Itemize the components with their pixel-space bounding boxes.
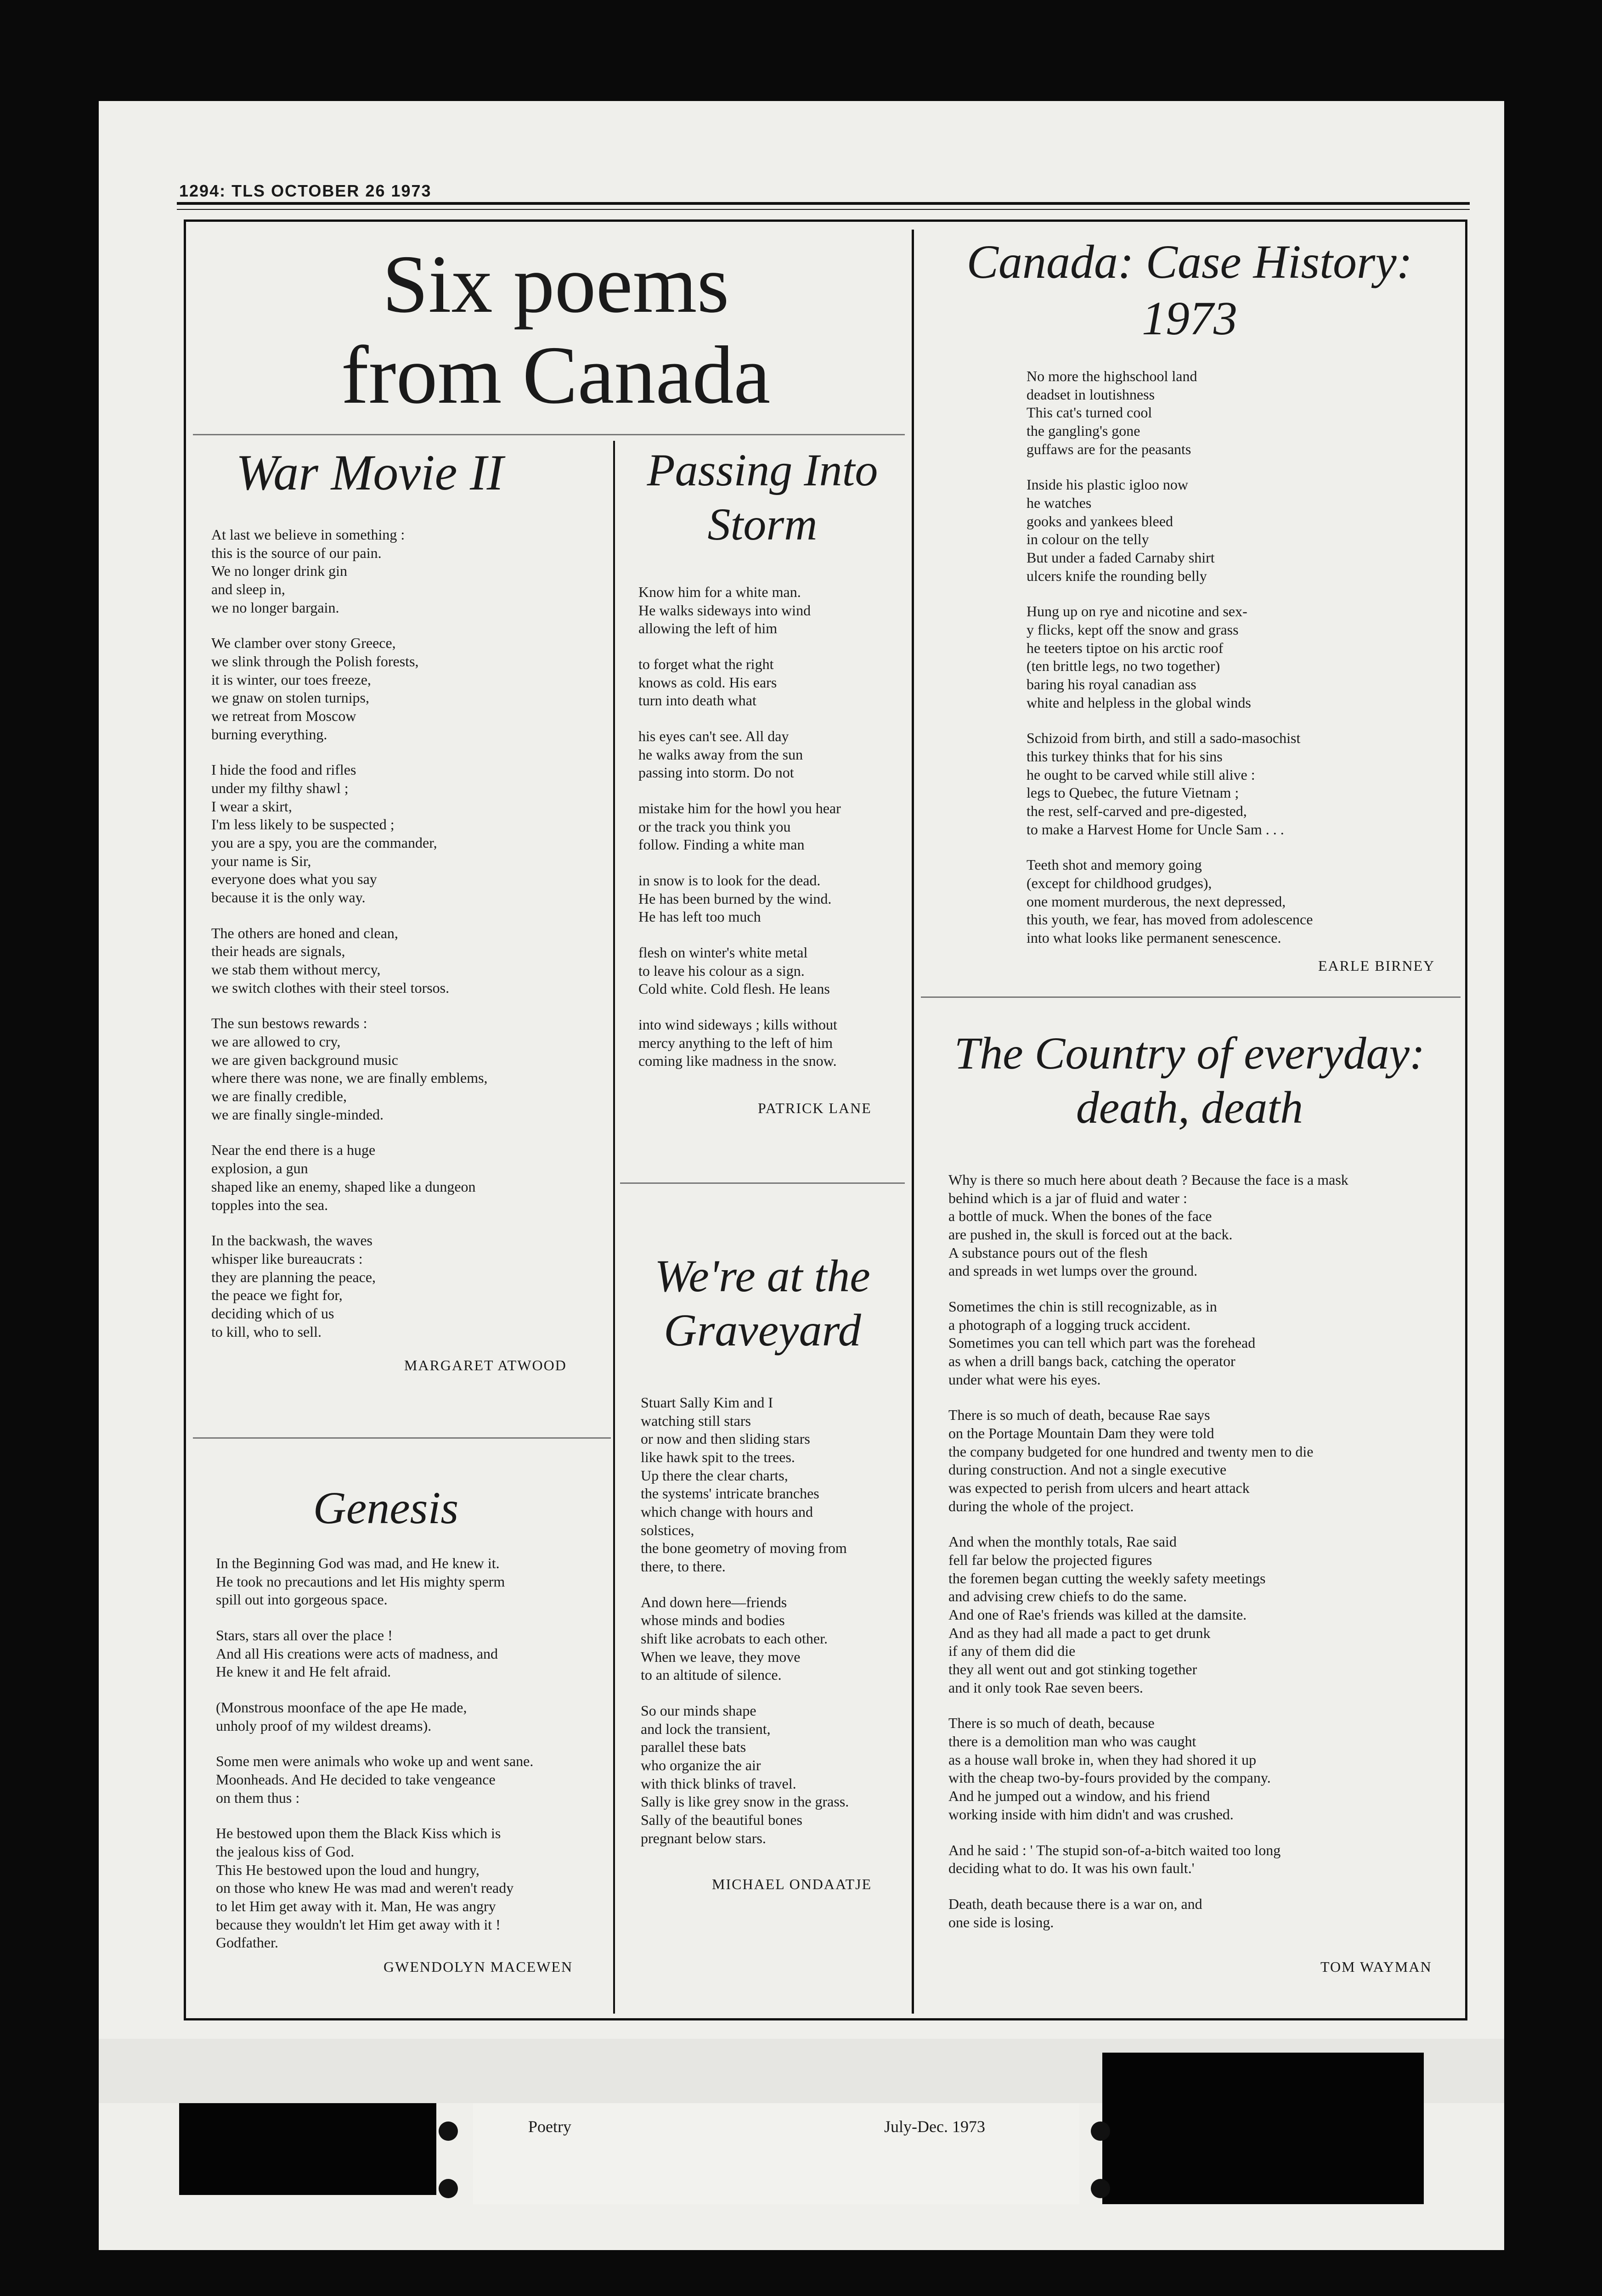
stanza [638, 583, 905, 638]
poem-line: solstices, [641, 1521, 694, 1538]
divider-left [613, 441, 615, 2014]
poem-line: gooks and yankees bleed [1027, 512, 1173, 529]
poem-line: I'm less likely to be suspected ; [211, 816, 395, 833]
header-rule-thin [177, 209, 1470, 210]
stanza [1027, 476, 1458, 585]
poem-line: In the Beginning God was mad, and He knew it. [216, 1555, 500, 1571]
poem-line: this youth, we fear, has moved from adolescence [1027, 911, 1313, 928]
poem-line: A substance pours out of the flesh [948, 1244, 1148, 1261]
poem-title-war-movie: War Movie II [236, 445, 504, 501]
poem-line: in colour on the telly [1027, 531, 1149, 548]
poem-line: And he said : ' The stupid son-of-a-bitch waited too long [948, 1841, 1281, 1858]
stanza [948, 1298, 1463, 1389]
poem-line: This He bestowed upon the loud and hungry, [216, 1861, 479, 1878]
poem-line: we slink through the Polish forests, [211, 653, 419, 670]
poem-line: turn into death what [638, 692, 756, 709]
poem-line: in snow is to look for the dead. [638, 872, 821, 889]
main-title-line: from Canada [341, 329, 771, 421]
poem-line: we retreat from Moscow [211, 708, 356, 725]
stanza [638, 944, 905, 998]
poem-line: The others are honed and clean, [211, 924, 398, 941]
poem-line: he watches [1027, 495, 1092, 512]
poem-line: to an altitude of silence. [641, 1666, 782, 1683]
stanza [216, 1752, 611, 1807]
title-line: 1973 [1142, 292, 1237, 345]
poem-line: and advising crew chiefs to do the same. [948, 1588, 1187, 1605]
poem-line: There is so much of death, because Rae says [948, 1407, 1210, 1424]
poem-line: he walks away from the sun [638, 746, 803, 763]
poem-line: working inside with him didn't and was crushed. [948, 1806, 1234, 1823]
poem-line: explosion, a gun [211, 1160, 308, 1177]
poem-line: Teeth shot and memory going [1027, 856, 1202, 873]
poem-line: to leave his colour as a sign. [638, 962, 805, 979]
poem-line: like hawk spit to the trees. [641, 1449, 795, 1466]
stanza [638, 655, 905, 710]
stanza [641, 1593, 907, 1684]
poem-line: topples into the sea. [211, 1196, 328, 1213]
poem-line: Inside his plastic igloo now [1027, 476, 1188, 493]
poem-line: In the backwash, the waves [211, 1232, 372, 1249]
title-line: Graveyard [664, 1305, 861, 1356]
author-birney: EARLE BIRNEY [1318, 957, 1435, 974]
stanza [216, 1824, 611, 1952]
poem-line: to kill, who to sell. [211, 1323, 322, 1340]
poem-line: Sally is like grey snow in the grass. [641, 1793, 849, 1810]
poem-line: and lock the transient, [641, 1720, 771, 1737]
frame-right [1465, 219, 1467, 2020]
poem-line: as a house wall broke in, when they had shored it up [948, 1751, 1257, 1768]
divider-h4 [921, 996, 1461, 998]
poem-canada-case [1027, 367, 1458, 965]
stanza [216, 1699, 611, 1735]
poem-line: parallel these bats [641, 1739, 746, 1756]
poem-line: this is the source of our pain. [211, 544, 382, 561]
poem-country-everyday [948, 1171, 1463, 1949]
poem-line: a photograph of a logging truck accident. [948, 1316, 1190, 1333]
poem-line: No more the highschool land [1027, 368, 1197, 384]
poem-title-graveyard [620, 1249, 905, 1357]
poem-line: There is so much of death, because [948, 1715, 1155, 1732]
divider-main [912, 230, 914, 2014]
poem-line: whisper like bureaucrats : [211, 1250, 363, 1267]
poem-line: whose minds and bodies [641, 1612, 785, 1629]
poem-line: ulcers knife the rounding belly [1027, 567, 1207, 584]
poem-line: under what were his eyes. [948, 1371, 1101, 1388]
poem-line: Moonheads. And He decided to take vengeance [216, 1771, 496, 1788]
poem-line: And down here—friends [641, 1593, 787, 1610]
poem-line: (except for childhood grudges), [1027, 875, 1212, 892]
poem-line: on those who knew He was mad and weren't ready [216, 1880, 514, 1896]
author-lane: PATRICK LANE [758, 1100, 872, 1116]
poem-line: shaped like an enemy, shaped like a dungeon [211, 1178, 476, 1195]
poem-line: and spreads in wet lumps over the ground. [948, 1262, 1198, 1279]
poem-line: if any of them did die [948, 1643, 1076, 1660]
poem-line: And as they had all made a pact to get drunk [948, 1624, 1211, 1641]
poem-line: their heads are signals, [211, 943, 345, 960]
poem-line: mercy anything to the left of him [638, 1034, 833, 1051]
stanza [211, 761, 606, 906]
poem-line: we are allowed to cry, [211, 1033, 341, 1050]
poem-line: this turkey thinks that for his sins [1027, 748, 1223, 765]
poem-line: your name is Sir, [211, 852, 311, 869]
stanza [948, 1533, 1463, 1697]
poem-line: everyone does what you say [211, 871, 377, 888]
poem-line: fell far below the projected figures [948, 1552, 1152, 1569]
poem-line: the peace we fight for, [211, 1287, 343, 1304]
poem-line: and sleep in, [211, 581, 285, 598]
poem-line: Schizoid from birth, and still a sado-masochist [1027, 730, 1301, 747]
poem-line: passing into storm. Do not [638, 764, 794, 781]
stanza [1027, 729, 1458, 838]
poem-line: the rest, self-carved and pre-digested, [1027, 803, 1247, 820]
poem-line: Near the end there is a huge [211, 1142, 376, 1159]
title-line: Passing Into [647, 445, 878, 495]
poem-graveyard [641, 1394, 907, 1865]
poem-war-movie [211, 526, 606, 1358]
poem-line: to let Him get away with it. Man, He was angry [216, 1898, 496, 1915]
poem-line: we switch clothes with their steel torsos. [211, 979, 450, 996]
punch-hole-icon [439, 2179, 458, 2198]
page-header: 1294: TLS OCTOBER 26 1973 [179, 181, 432, 200]
frame-left [184, 219, 186, 2020]
title-line: The Country of everyday: [954, 1028, 1425, 1079]
poem-line: white and helpless in the global winds [1027, 694, 1251, 711]
film-block-left [179, 2103, 436, 2195]
poem-line: He has been burned by the wind. [638, 890, 832, 907]
poem-line: The sun bestows rewards : [211, 1015, 367, 1032]
poem-line: Stars, stars all over the place ! [216, 1627, 393, 1644]
stanza [638, 1016, 905, 1070]
punch-hole-icon [1091, 2179, 1110, 2198]
poem-line: there is a demolition man who was caught [948, 1733, 1196, 1750]
stanza [638, 799, 905, 854]
poem-line: or now and then sliding stars [641, 1430, 810, 1447]
poem-line: y flicks, kept off the snow and grass [1027, 621, 1239, 638]
poem-line: I wear a skirt, [211, 798, 292, 815]
poem-line: But under a faded Carnaby shirt [1027, 549, 1215, 566]
poem-line: as when a drill bangs back, catching the operator [948, 1353, 1235, 1370]
poem-line: pregnant below stars. [641, 1829, 766, 1846]
poem-line: it is winter, our toes freeze, [211, 671, 371, 688]
stanza [1027, 602, 1458, 712]
poem-line: the jealous kiss of God. [216, 1843, 355, 1860]
title-line: death, death [1076, 1082, 1303, 1133]
stanza [1027, 856, 1458, 947]
poem-line: the systems' intricate branches [641, 1485, 819, 1502]
header-rule [177, 202, 1470, 205]
poem-line: He walks sideways into wind [638, 602, 811, 619]
poem-line: with thick blinks of travel. [641, 1775, 796, 1792]
poem-line: unholy proof of my wildest dreams). [216, 1717, 432, 1734]
poem-line: we gnaw on stolen turnips, [211, 689, 369, 706]
poem-line: who organize the air [641, 1757, 761, 1774]
author-atwood: MARGARET ATWOOD [404, 1357, 567, 1373]
stanza [211, 526, 606, 617]
poem-line: he teeters tiptoe on his arctic roof [1027, 639, 1224, 656]
title-line: We're at the [654, 1250, 870, 1301]
poem-line: because they wouldn't let Him get away with it ! [216, 1916, 501, 1933]
poem-line: guffaws are for the peasants [1027, 440, 1191, 457]
poem-line: there, to there. [641, 1558, 726, 1575]
poem-line: And all His creations were acts of madness, and [216, 1645, 498, 1662]
punch-hole-icon [1091, 2122, 1110, 2141]
poem-line: We clamber over stony Greece, [211, 635, 396, 652]
poem-line: deadset in loutishness [1027, 386, 1155, 403]
main-title [216, 239, 896, 421]
stanza [948, 1895, 1463, 1931]
author-ondaatje: MICHAEL ONDAATJE [712, 1876, 872, 1892]
stanza [948, 1406, 1463, 1515]
author-macewen: GWENDOLYN MACEWEN [384, 1958, 573, 1975]
stanza [948, 1714, 1463, 1823]
stanza [211, 1232, 606, 1341]
divider-h2 [193, 1437, 611, 1439]
stanza [211, 1141, 606, 1214]
poem-line: He bestowed upon them the Black Kiss which is [216, 1825, 501, 1842]
poem-line: on the Portage Mountain Dam they were told [948, 1425, 1214, 1442]
poem-line: allowing the left of him [638, 620, 778, 637]
poem-line: And one of Rae's friends was killed at the damsite. [948, 1606, 1247, 1623]
poem-line: deciding which of us [211, 1305, 334, 1322]
stanza [211, 634, 606, 743]
frame-bottom [184, 2018, 1467, 2020]
poem-line: Sometimes you can tell which part was the forehead [948, 1334, 1256, 1351]
stanza [211, 924, 606, 997]
poem-line: a bottle of muck. When the bones of the face [948, 1208, 1212, 1225]
stanza [1027, 367, 1458, 458]
poem-line: (Monstrous moonface of the ape He made, [216, 1699, 467, 1716]
poem-line: the bone geometry of moving from [641, 1540, 847, 1557]
poem-line: and it only took Rae seven beers. [948, 1679, 1143, 1696]
poem-title-passing-storm [620, 443, 905, 551]
poem-line: where there was none, we are finally emblems, [211, 1069, 488, 1086]
poem-line: Cold white. Cold flesh. He leans [638, 980, 830, 997]
punch-hole-icon [439, 2122, 458, 2141]
poem-line: And he jumped out a window, and his friend [948, 1788, 1210, 1805]
poem-line: was expected to perish from ulcers and heart attack [948, 1480, 1250, 1497]
poem-line: knows as cold. His ears [638, 674, 777, 691]
poem-line: during the whole of the project. [948, 1497, 1134, 1514]
poem-line: on them thus : [216, 1789, 300, 1806]
poem-line: When we leave, they move [641, 1648, 801, 1665]
stanza [641, 1702, 907, 1847]
poem-line: we no longer bargain. [211, 599, 339, 616]
poem-line: they are planning the peace, [211, 1268, 376, 1285]
poem-line: we are finally credible, [211, 1088, 347, 1105]
poem-line: deciding what to do. It was his own fault.' [948, 1860, 1195, 1877]
poem-line: we are given background music [211, 1051, 398, 1068]
poem-line: because it is the only way. [211, 889, 366, 906]
poem-line: Stuart Sally Kim and I [641, 1394, 773, 1411]
poem-line: I hide the food and rifles [211, 761, 356, 778]
poem-line: spill out into gorgeous space. [216, 1591, 388, 1608]
poem-line: baring his royal canadian ass [1027, 676, 1196, 693]
poem-line: And when the monthly totals, Rae said [948, 1533, 1177, 1550]
poem-line: (ten brittle legs, no two together) [1027, 658, 1220, 675]
poem-line: into wind sideways ; kills without [638, 1016, 837, 1033]
main-title-line: Six poems [382, 238, 729, 330]
film-block-right [1102, 2053, 1424, 2204]
poem-title-country-everyday [923, 1026, 1456, 1135]
poem-line: to forget what the right [638, 656, 774, 673]
stanza [638, 727, 905, 782]
poem-line: Sometimes the chin is still recognizable, as in [948, 1298, 1217, 1315]
poem-line: Know him for a white man. [638, 584, 801, 600]
title-line: Storm [707, 499, 818, 550]
poem-line: Some men were animals who woke up and went sane. [216, 1753, 534, 1770]
stanza [948, 1841, 1463, 1878]
poem-line: with the cheap two-by-fours provided by the company. [948, 1769, 1271, 1786]
poem-passing-storm [638, 583, 905, 1088]
poem-line: or the track you think you [638, 818, 791, 835]
poem-line: he ought to be carved while still alive : [1027, 766, 1255, 783]
poem-line: you are a spy, you are the commander, [211, 834, 437, 851]
poem-line: Up there the clear charts, [641, 1467, 788, 1484]
poem-line: to make a Harvest Home for Uncle Sam . . . [1027, 821, 1284, 838]
poem-line: under my filthy shawl ; [211, 780, 349, 797]
poem-line: At last we believe in something : [211, 526, 405, 543]
poem-line: So our minds shape [641, 1702, 756, 1719]
poem-line: He knew it and He felt afraid. [216, 1663, 391, 1680]
archive-label-left: Poetry [528, 2117, 571, 2136]
poem-line: we are finally single-minded. [211, 1106, 384, 1123]
title-line: Canada: Case History: [966, 236, 1413, 288]
poem-line: which change with hours and [641, 1503, 813, 1520]
poem-line: flesh on winter's white metal [638, 944, 808, 961]
poem-line: coming like madness in the snow. [638, 1052, 837, 1069]
poem-line: burning everything. [211, 726, 327, 743]
poem-line: We no longer drink gin [211, 563, 348, 580]
divider-h3 [620, 1182, 905, 1184]
poem-line: follow. Finding a white man [638, 836, 805, 853]
stanza [211, 1014, 606, 1124]
poem-line: He took no precautions and let His mighty sperm [216, 1573, 505, 1590]
poem-line: they all went out and got stinking together [948, 1661, 1197, 1678]
divider-h1 [193, 434, 905, 435]
poem-line: Godfather. [216, 1934, 278, 1951]
poem-line: the gangling's gone [1027, 422, 1140, 439]
poem-line: the company budgeted for one hundred and twenty men to die [948, 1443, 1314, 1460]
stanza [216, 1554, 611, 1609]
poem-line: This cat's turned cool [1027, 404, 1152, 421]
frame-top [184, 219, 1467, 222]
poem-line: one side is losing. [948, 1913, 1054, 1930]
poem-line: Death, death because there is a war on, and [948, 1895, 1202, 1912]
poem-line: Hung up on rye and nicotine and sex- [1027, 603, 1247, 620]
poem-line: shift like acrobats to each other. [641, 1630, 828, 1647]
poem-line: Sally of the beautiful bones [641, 1812, 802, 1829]
poem-line: watching still stars [641, 1412, 751, 1429]
stanza [948, 1171, 1463, 1280]
poem-line: He has left too much [638, 908, 761, 925]
poem-line: during construction. And not a single executive [948, 1461, 1227, 1478]
poem-line: his eyes can't see. All day [638, 728, 789, 745]
poem-line: Why is there so much here about death ? Because the face is a mask [948, 1171, 1348, 1188]
poem-line: into what looks like permanent senescence. [1027, 929, 1281, 946]
poem-line: we stab them without mercy, [211, 961, 381, 978]
poem-line: legs to Quebec, the future Vietnam ; [1027, 784, 1239, 801]
poem-line: mistake him for the howl you hear [638, 800, 841, 817]
stanza [638, 872, 905, 926]
stanza [641, 1394, 907, 1576]
stanza [216, 1626, 611, 1681]
poem-title-genesis: Genesis [313, 1482, 459, 1533]
poem-line: are pushed in, the skull is forced out at the back. [948, 1226, 1233, 1243]
poem-title-canada-case [923, 234, 1456, 347]
author-wayman: TOM WAYMAN [1320, 1958, 1432, 1975]
poem-line: behind which is a jar of fluid and water : [948, 1189, 1187, 1206]
poem-line: the foremen began cutting the weekly safety meetings [948, 1570, 1266, 1587]
poem-genesis [216, 1554, 611, 1970]
archive-label-right: July-Dec. 1973 [884, 2117, 985, 2136]
poem-line: one moment murderous, the next depressed, [1027, 893, 1286, 910]
